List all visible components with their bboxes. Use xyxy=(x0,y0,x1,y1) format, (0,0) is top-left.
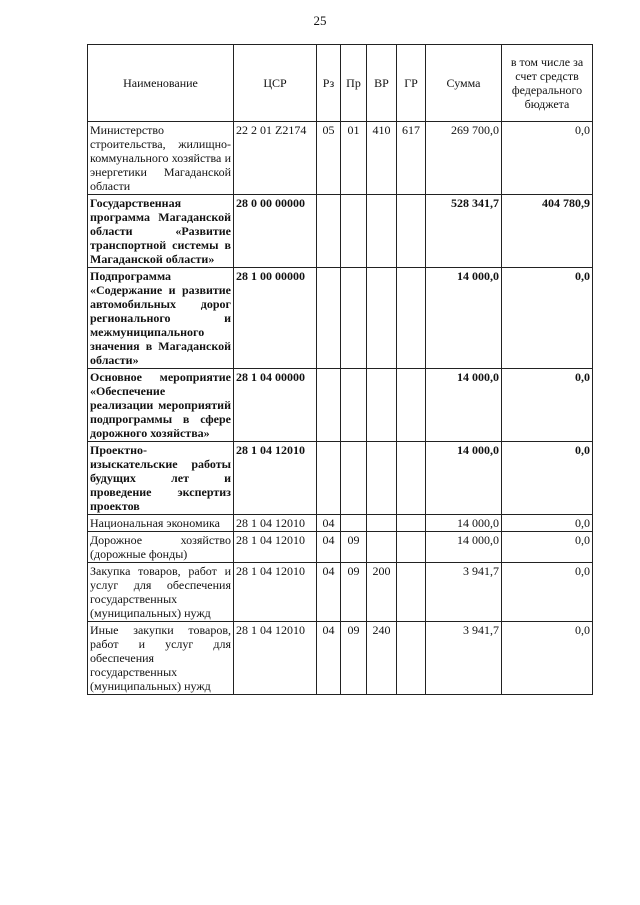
cell-vr xyxy=(367,532,397,563)
cell-csr: 28 1 04 12010 xyxy=(234,532,317,563)
cell-fed: 0,0 xyxy=(502,369,593,442)
cell-gr xyxy=(397,268,426,369)
header-vr: ВР xyxy=(367,45,397,122)
header-rz: Рз xyxy=(317,45,341,122)
cell-gr xyxy=(397,442,426,515)
cell-pr: 09 xyxy=(341,622,367,695)
cell-vr xyxy=(367,369,397,442)
table-row xyxy=(88,195,593,268)
cell-sum: 3 941,7 xyxy=(426,563,502,622)
cell-gr xyxy=(397,622,426,695)
cell-gr: 617 xyxy=(397,122,426,195)
table-row xyxy=(88,268,593,369)
cell-sum: 14 000,0 xyxy=(426,369,502,442)
cell-pr xyxy=(341,195,367,268)
table-row xyxy=(88,515,593,532)
cell-vr xyxy=(367,195,397,268)
cell-name: Проектно-изыскательские работы будущих лет и проведение экспертиз проектов xyxy=(88,442,234,515)
header-sum: Сумма xyxy=(426,45,502,122)
cell-fed: 0,0 xyxy=(502,532,593,563)
cell-vr: 240 xyxy=(367,622,397,695)
page-number: 25 xyxy=(313,13,327,28)
cell-name: Закупка товаров, работ и услуг для обеспечения государственных (муниципальных) нужд xyxy=(88,563,234,622)
cell-gr xyxy=(397,532,426,563)
cell-rz: 04 xyxy=(317,532,341,563)
cell-name: Дорожное хозяйство (дорожные фонды) xyxy=(88,532,234,563)
cell-vr xyxy=(367,268,397,369)
cell-rz xyxy=(317,268,341,369)
table-row xyxy=(88,532,593,563)
table-header-row xyxy=(88,45,593,122)
cell-name: Министерство строительства, жилищно-коммунального хозяйства и энергетики Магаданской области xyxy=(88,122,234,195)
cell-gr xyxy=(397,515,426,532)
cell-sum: 3 941,7 xyxy=(426,622,502,695)
table-row xyxy=(88,122,593,195)
cell-name: Подпрограмма «Содержание и развитие автомобильных дорог регионального и межмуниципального значения в Магаданской области» xyxy=(88,268,234,369)
table-row xyxy=(88,442,593,515)
cell-pr xyxy=(341,268,367,369)
cell-csr: 28 1 04 12010 xyxy=(234,515,317,532)
cell-csr: 28 1 04 00000 xyxy=(234,369,317,442)
cell-csr: 28 0 00 00000 xyxy=(234,195,317,268)
cell-rz: 04 xyxy=(317,515,341,532)
table-row xyxy=(88,622,593,695)
cell-fed: 0,0 xyxy=(502,268,593,369)
cell-sum: 14 000,0 xyxy=(426,515,502,532)
header-gr: ГР xyxy=(397,45,426,122)
cell-name: Иные закупки товаров, работ и услуг для обеспечения государственных (муниципальных) нужд xyxy=(88,622,234,695)
cell-sum: 14 000,0 xyxy=(426,532,502,563)
cell-name: Государственная программа Магаданской области «Развитие транспортной системы в Магаданской области» xyxy=(88,195,234,268)
cell-vr: 410 xyxy=(367,122,397,195)
header-federal-budget: в том числе за счет средств федерального бюджета xyxy=(502,45,593,122)
cell-fed: 0,0 xyxy=(502,622,593,695)
cell-fed: 0,0 xyxy=(502,563,593,622)
cell-rz: 05 xyxy=(317,122,341,195)
cell-csr: 28 1 00 00000 xyxy=(234,268,317,369)
cell-sum: 14 000,0 xyxy=(426,268,502,369)
cell-csr: 28 1 04 12010 xyxy=(234,622,317,695)
cell-gr xyxy=(397,195,426,268)
cell-fed: 0,0 xyxy=(502,122,593,195)
header-pr: Пр xyxy=(341,45,367,122)
cell-pr: 09 xyxy=(341,563,367,622)
header-name: Наименование xyxy=(88,45,234,122)
table-row xyxy=(88,563,593,622)
cell-csr: 28 1 04 12010 xyxy=(234,442,317,515)
cell-vr: 200 xyxy=(367,563,397,622)
cell-name: Национальная экономика xyxy=(88,515,234,532)
cell-rz xyxy=(317,195,341,268)
cell-fed: 404 780,9 xyxy=(502,195,593,268)
cell-rz: 04 xyxy=(317,563,341,622)
cell-pr xyxy=(341,369,367,442)
budget-table xyxy=(87,44,593,695)
cell-rz: 04 xyxy=(317,622,341,695)
header-csr: ЦСР xyxy=(234,45,317,122)
cell-name: Основное мероприятие «Обеспечение реализации мероприятий подпрограммы в сфере дорожного хозяйства» xyxy=(88,369,234,442)
cell-gr xyxy=(397,369,426,442)
cell-vr xyxy=(367,442,397,515)
cell-csr: 28 1 04 12010 xyxy=(234,563,317,622)
cell-fed: 0,0 xyxy=(502,515,593,532)
cell-rz xyxy=(317,442,341,515)
cell-gr xyxy=(397,563,426,622)
cell-sum: 14 000,0 xyxy=(426,442,502,515)
cell-pr: 09 xyxy=(341,532,367,563)
cell-pr xyxy=(341,515,367,532)
cell-csr: 22 2 01 Z2174 xyxy=(234,122,317,195)
cell-vr xyxy=(367,515,397,532)
cell-fed: 0,0 xyxy=(502,442,593,515)
table-row xyxy=(88,369,593,442)
cell-pr: 01 xyxy=(341,122,367,195)
cell-sum: 528 341,7 xyxy=(426,195,502,268)
cell-rz xyxy=(317,369,341,442)
cell-sum: 269 700,0 xyxy=(426,122,502,195)
cell-pr xyxy=(341,442,367,515)
